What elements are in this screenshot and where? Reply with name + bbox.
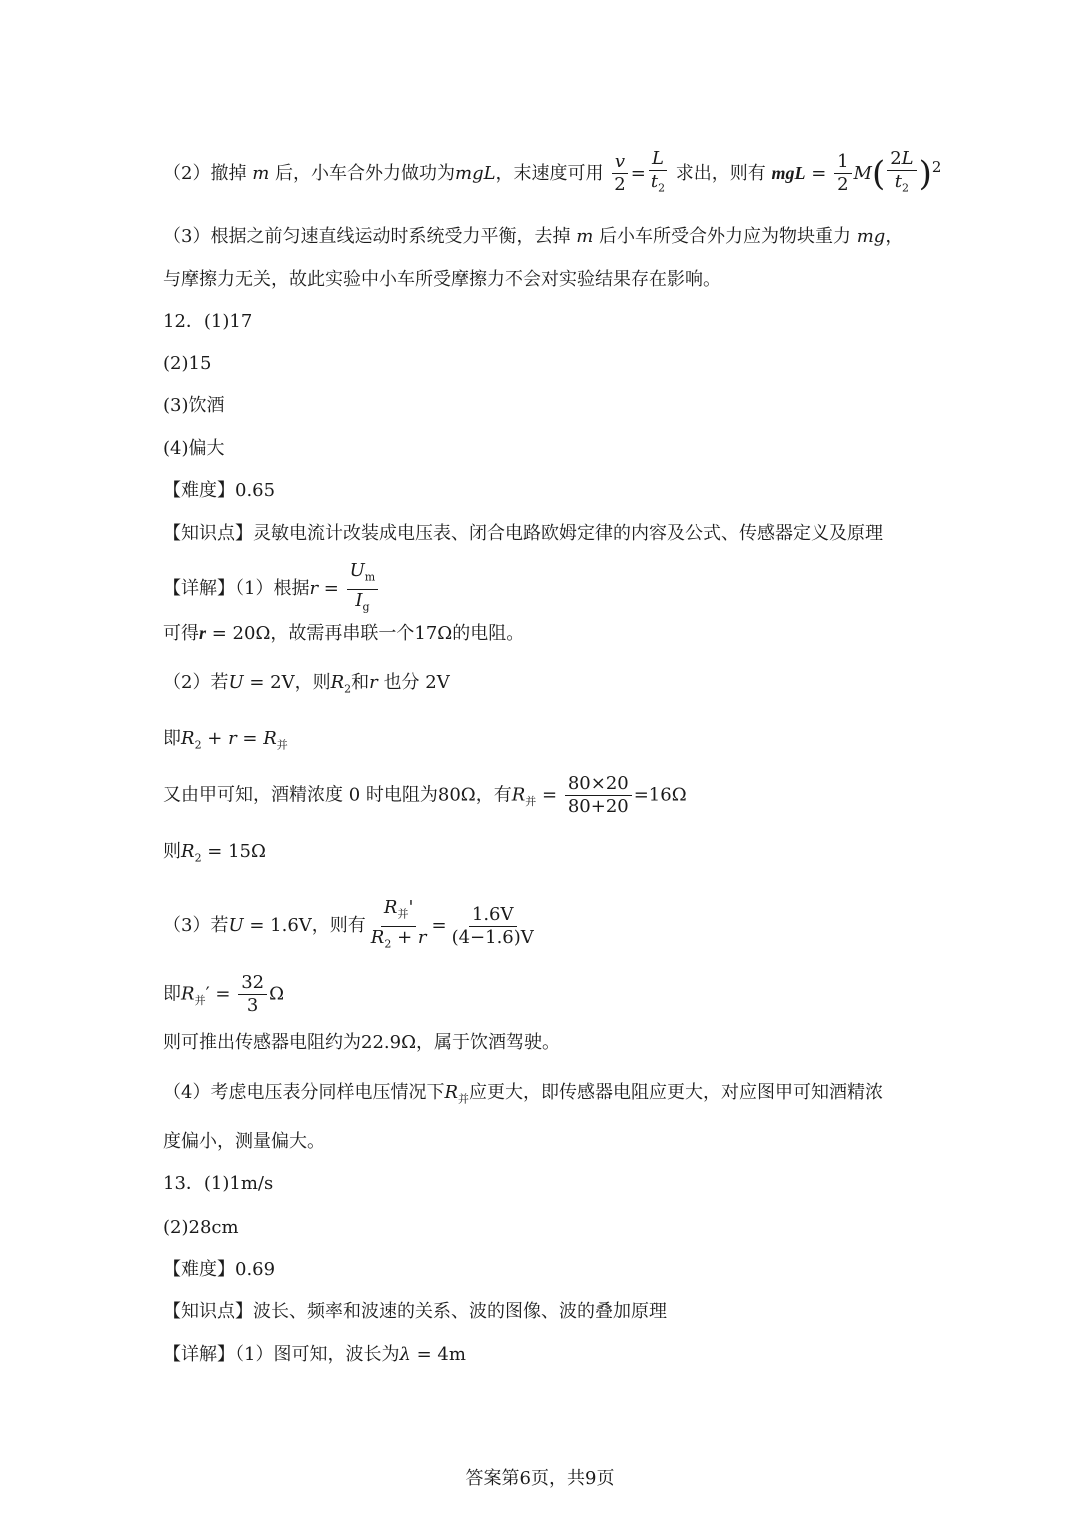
- fraction: $\frac{32}{3}$: [238, 972, 267, 1017]
- fraction: $\frac{1}{2}$: [834, 151, 851, 196]
- text: 13．(1): [163, 1173, 230, 1194]
- text: 则: [163, 841, 181, 862]
- q12-1: 12．(1)17: [163, 311, 253, 332]
- text: （2）若: [163, 672, 229, 693]
- line-80: 又由甲可知，酒精浓度 0 时电阻为80Ω，有$R_并$ = $\frac{80\times 20}{80+20}$ =16Ω: [163, 773, 687, 817]
- q12-2: (2)15: [163, 353, 212, 374]
- fraction: $\frac{U_m}{I_g}$: [347, 560, 379, 618]
- fraction: $\frac{v}{2}$: [611, 151, 628, 196]
- line-ze: 则$R_2 = 15\Omega$: [163, 841, 266, 865]
- text: （3）若: [163, 915, 229, 937]
- line-p2: （2）撤掉 m 后，小车合外力做功为mgL，末速度可用 $\frac{v}{2}$ = $\frac{L}{t_2}$ 求出，则有 mgL = $\frac{1}{2}$ M( $\frac{2L}{t_2}$ )$^2$: [163, 148, 941, 200]
- fraction: $\frac{2L}{t_2}$: [887, 148, 916, 200]
- text: 求出，则有: [675, 162, 766, 184]
- difficulty-12: 【难度】0.65: [163, 480, 276, 501]
- text: ，属于饮酒驾驶。: [416, 1032, 561, 1053]
- detail-13: 【详解】（1）图可知，波长为λ = 4m: [163, 1344, 466, 1365]
- text: ，有: [475, 784, 512, 806]
- knowledge-13: 【知识点】波长、频率和波速的关系、波的图像、波的叠加原理: [163, 1301, 667, 1322]
- q12-4: (4)偏大: [163, 438, 225, 459]
- text: 应更大，即传感器电阻应更大，对应图甲可知酒精浓: [469, 1082, 884, 1103]
- math: mgL: [455, 162, 496, 184]
- line-ji: 即$R_2 + r = R_并$: [163, 728, 288, 752]
- fraction: $R_并'$ $R_2 + r$: [370, 897, 427, 951]
- line-4a: （4）考虑电压表分同样电压情况下$R_并$应更大，即传感器电阻应更大，对应图甲可知酒精浓: [163, 1082, 884, 1106]
- text: 1m/s: [229, 1173, 274, 1194]
- text: （4）考虑电压表分同样电压情况下: [163, 1082, 445, 1103]
- text: 则可推出传感器电阻约为: [163, 1032, 361, 1053]
- text: 也分 2V: [383, 672, 450, 693]
- difficulty-13: 【难度】0.69: [163, 1259, 276, 1280]
- line-r20: 可得r = 20Ω，故需再串联一个17Ω的电阻。: [163, 623, 525, 644]
- text: ，故需再串联一个: [270, 623, 415, 644]
- text: 的电阻。: [452, 623, 525, 644]
- math: mg: [856, 226, 886, 247]
- page-footer: 答案第6页，共9页: [465, 1468, 615, 1489]
- line-ji2: 即$R_并'$ = $\frac{32}{3}$ Ω: [163, 972, 285, 1016]
- q13-1: [163, 1172, 273, 1196]
- text: ，末速度可用: [495, 162, 604, 184]
- text: 【详解】（1）图可知，波长为: [163, 1344, 400, 1365]
- line-tui: 则可推出传感器电阻约为22.9Ω，属于饮酒驾驶。: [163, 1032, 561, 1053]
- q12-3: (3)饮酒: [163, 395, 225, 416]
- text: （3）根据之前匀速直线运动时系统受力平衡，去掉: [163, 226, 571, 247]
- line-u2: （2）若U = 2V，则$R_2$和r 也分 2V: [163, 672, 450, 696]
- line-4c: 度偏小，测量偏大。: [163, 1131, 325, 1152]
- line-p3c: 与摩擦力无关，故此实验中小车所受摩擦力不会对实验结果存在影响。: [163, 269, 721, 290]
- knowledge-12: 【知识点】灵敏电流计改装成电压表、闭合电路欧姆定律的内容及公式、传感器定义及原理: [163, 523, 883, 544]
- line-u16: （3）若U = 1.6V，则有 $R_并'$ $R_2 + r$ = $\frac{1.6V}{(4-1.6)V}$: [163, 897, 539, 955]
- detail-12: 【详解】（1）根据r = $\frac{U_m}{I_g}$: [163, 560, 380, 618]
- text: ，则: [294, 672, 331, 693]
- fraction: $\frac{L}{t_2}$: [650, 148, 666, 195]
- math: m: [576, 226, 594, 247]
- text: 即: [163, 728, 181, 749]
- text: 后小车所受合外力应为物块重力: [599, 226, 851, 247]
- text: 后，小车合外力做功为: [275, 162, 455, 184]
- line-p3: （3）根据之前匀速直线运动时系统受力平衡，去掉 m 后小车所受合外力应为物块重力 mg，: [163, 226, 904, 247]
- text: 和: [351, 672, 370, 693]
- q13-2: (2)28cm: [163, 1217, 239, 1238]
- text: （2）撤掉: [163, 162, 247, 184]
- text: 可得: [163, 623, 199, 644]
- text: ，则有: [311, 915, 366, 937]
- math: m: [252, 162, 270, 184]
- text: 即: [163, 983, 181, 1005]
- fraction: $\frac{80\times 20}{80+20}$: [565, 773, 632, 818]
- text: 又由甲可知，酒精浓度 0 时电阻为: [163, 784, 438, 806]
- text: 【详解】（1）根据: [163, 578, 310, 600]
- fraction: $\frac{1.6V}{(4-1.6)V}$: [451, 903, 534, 948]
